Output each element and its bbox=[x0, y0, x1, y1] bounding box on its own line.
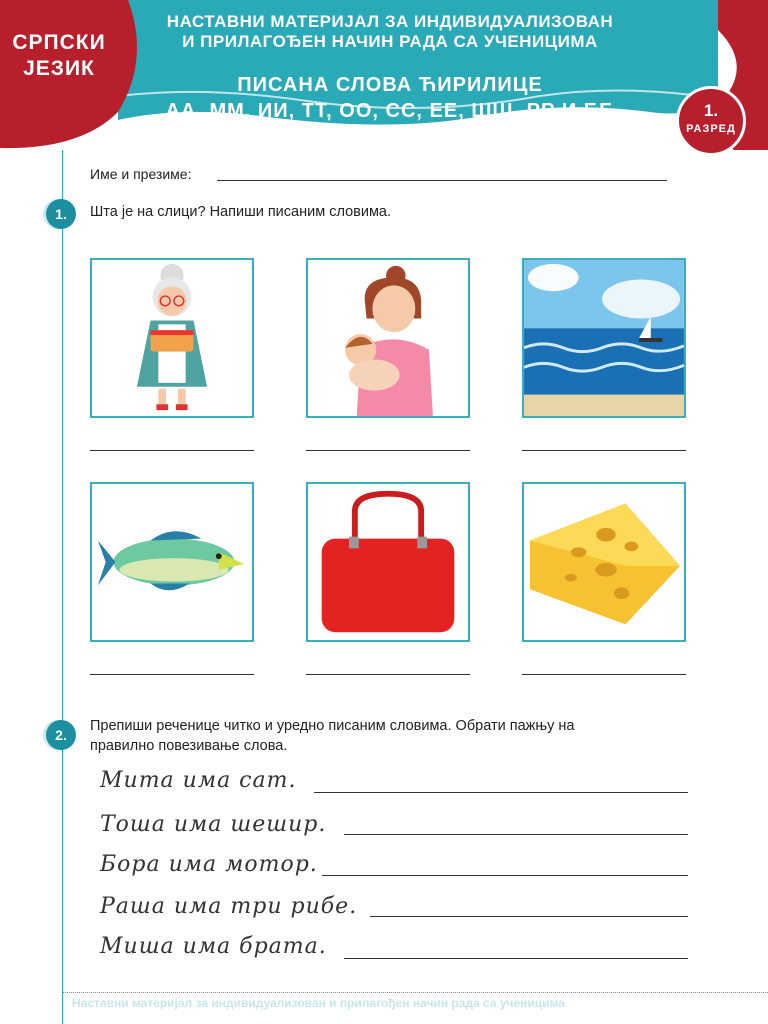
margin-line bbox=[62, 150, 63, 1024]
answer-line-5[interactable] bbox=[306, 674, 470, 675]
picture-grandma bbox=[90, 258, 254, 418]
task-1-number: 1. bbox=[46, 199, 76, 229]
picture-cheese bbox=[522, 482, 686, 642]
picture-mother-baby bbox=[306, 258, 470, 418]
sentence-2: Тоша има шешир. bbox=[100, 812, 327, 837]
header-subtitle: ПИСАНА СЛОВА ЋИРИЛИЦЕ АА, ММ, ИИ, ТТ, ОО, СС, ЕЕ, ШШ, РР И ББ bbox=[165, 74, 615, 122]
task-2-instruction: Препиши реченице читко и уредно писаним словима. Обрати пажњу на правилно повезивање слова. bbox=[90, 718, 575, 754]
subject-label: СРПСКИ ЈЕЗИК bbox=[12, 31, 106, 80]
sentence-4: Раша има три рибе. bbox=[100, 894, 358, 919]
write-line-5[interactable] bbox=[344, 958, 688, 959]
answer-line-1[interactable] bbox=[90, 450, 254, 451]
write-line-3[interactable] bbox=[322, 875, 688, 876]
sentence-3: Бора има мотор. bbox=[100, 852, 318, 877]
sentence-1: Мита има сат. bbox=[100, 768, 297, 793]
cheese-icon bbox=[524, 484, 684, 640]
write-line-2[interactable] bbox=[344, 834, 688, 835]
name-label: Име и презиме: bbox=[90, 166, 192, 182]
header-title: НАСТАВНИ МАТЕРИЈАЛ ЗА ИНДИВИДУАЛИЗОВАН И ПРИЛАГОЂЕН НАЧИН РАДА СА УЧЕНИЦИМА bbox=[166, 12, 614, 51]
picture-fish bbox=[90, 482, 254, 642]
fish-icon bbox=[92, 484, 252, 640]
footer-divider bbox=[62, 992, 768, 993]
answer-line-3[interactable] bbox=[522, 450, 686, 451]
grandma-icon bbox=[92, 260, 252, 416]
grade-badge: 1. РАЗРЕД bbox=[676, 86, 746, 156]
handbag-icon bbox=[308, 484, 468, 640]
write-line-1[interactable] bbox=[314, 792, 688, 793]
picture-sea bbox=[522, 258, 686, 418]
answer-line-2[interactable] bbox=[306, 450, 470, 451]
picture-handbag bbox=[306, 482, 470, 642]
answer-line-6[interactable] bbox=[522, 674, 686, 675]
name-write-line[interactable] bbox=[217, 180, 667, 181]
task-2-number: 2. bbox=[46, 720, 76, 750]
sea-icon bbox=[524, 260, 684, 416]
mother-baby-icon bbox=[308, 260, 468, 416]
write-line-4[interactable] bbox=[370, 916, 688, 917]
task-1-instruction: Шта је на слици? Напиши писаним словима. bbox=[90, 204, 392, 220]
footer-text: Наставни материјал за индивидуализован и прилагођен начин рада са ученицима bbox=[72, 996, 565, 1010]
answer-line-4[interactable] bbox=[90, 674, 254, 675]
sentence-5: Миша има брата. bbox=[100, 934, 327, 959]
